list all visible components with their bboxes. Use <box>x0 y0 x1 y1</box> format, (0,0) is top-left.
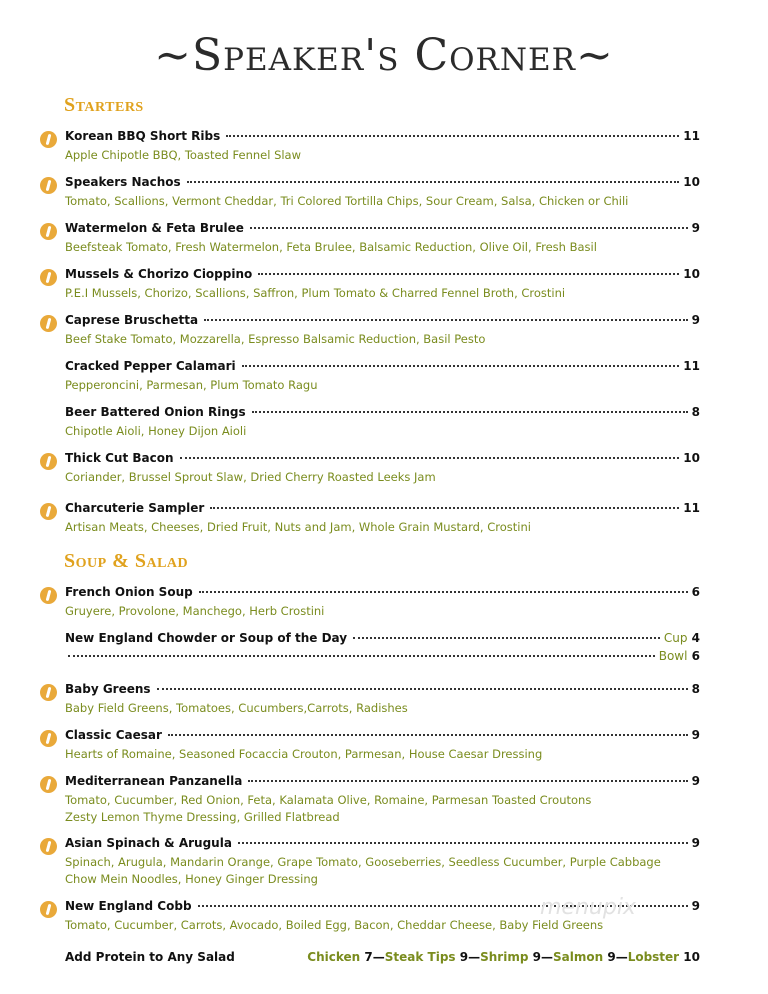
item-price: 9 <box>691 774 700 788</box>
protein-label: Add Protein to Any Salad <box>65 950 235 964</box>
item-price: 10 <box>683 267 700 281</box>
menu-item <box>40 585 700 620</box>
item-name: New England Chowder or Soup of the Day <box>65 631 348 645</box>
item-description-line2: Zesty Lemon Thyme Dressing, Grilled Flatbread <box>65 810 340 824</box>
leader-dots <box>250 227 688 229</box>
menu-item <box>40 221 700 256</box>
item-description: Beefsteak Tomato, Fresh Watermelon, Feta Brulee, Balsamic Reduction, Olive Oil, Fresh Basil <box>65 240 597 254</box>
protein-option-name: Lobster <box>627 950 680 964</box>
gluten-free-icon <box>40 131 57 148</box>
leader-dots <box>242 365 680 367</box>
item-price: 11 <box>683 501 700 515</box>
leader-dots <box>68 655 655 657</box>
item-price: 8 <box>691 405 700 419</box>
menu-item <box>40 313 700 348</box>
menu-item <box>40 129 700 164</box>
menu-item <box>40 175 700 210</box>
gluten-free-icon <box>40 503 57 520</box>
item-name: Caprese Bruschetta <box>65 313 199 327</box>
item-name: Charcuterie Sampler <box>65 501 205 515</box>
separator: — <box>615 950 628 964</box>
menu-item <box>40 774 700 826</box>
gluten-free-icon <box>40 269 57 286</box>
item-name: Classic Caesar <box>65 728 162 742</box>
item-name: Beer Battered Onion Rings <box>65 405 246 419</box>
item-description: Baby Field Greens, Tomatoes, Cucumbers,Carrots, Radishes <box>65 701 408 715</box>
item-description: Coriander, Brussel Sprout Slaw, Dried Cherry Roasted Leeks Jam <box>65 470 436 484</box>
section-heading-starters: Starters <box>64 94 144 116</box>
menu-item <box>40 836 700 888</box>
leader-dots <box>252 411 688 413</box>
item-description: Beef Stake Tomato, Mozzarella, Espresso Balsamic Reduction, Basil Pesto <box>65 332 486 346</box>
leader-dots <box>180 457 680 459</box>
item-name: Watermelon & Feta Brulee <box>65 221 244 235</box>
leader-dots <box>248 780 687 782</box>
gluten-free-icon <box>40 776 57 793</box>
protein-option-price: 9 <box>532 950 541 964</box>
section-heading-soup-salad: Soup & Salad <box>64 550 189 572</box>
protein-option-price: 10 <box>683 950 700 964</box>
item-price: 6 <box>691 585 700 599</box>
protein-option-name: Steak Tips <box>384 950 456 964</box>
item-description: Tomato, Cucumber, Carrots, Avocado, Boiled Egg, Bacon, Cheddar Cheese, Baby Field Greens <box>65 918 604 932</box>
item-description: Hearts of Romaine, Seasoned Focaccia Crouton, Parmesan, House Caesar Dressing <box>65 747 543 761</box>
item-price: 9 <box>691 313 700 327</box>
item-description: Chipotle Aioli, Honey Dijon Aioli <box>65 424 247 438</box>
item-name: New England Cobb <box>65 899 192 913</box>
protein-option-name: Chicken <box>307 950 361 964</box>
bowl-price: 6 <box>691 649 700 663</box>
item-price: 9 <box>691 836 700 850</box>
separator: — <box>372 950 385 964</box>
protein-option-name: Salmon <box>552 950 604 964</box>
leader-dots <box>157 688 688 690</box>
watermark: menupix <box>540 895 636 920</box>
item-name: Thick Cut Bacon <box>65 451 174 465</box>
menu-title: ~Speaker's Corner~ <box>154 30 614 81</box>
leader-dots <box>258 273 679 275</box>
leader-dots <box>353 637 660 639</box>
cup-label: Cup <box>663 631 688 645</box>
item-price: 9 <box>691 899 700 913</box>
gluten-free-icon <box>40 177 57 194</box>
menu-item <box>40 501 700 536</box>
gluten-free-icon <box>40 587 57 604</box>
protein-option-price: 9 <box>459 950 469 964</box>
gluten-free-icon <box>40 838 57 855</box>
item-description: Tomato, Scallions, Vermont Cheddar, Tri Colored Tortilla Chips, Sour Cream, Salsa, Chicken or Chili <box>65 194 629 208</box>
item-description-line2: Chow Mein Noodles, Honey Ginger Dressing <box>65 872 318 886</box>
item-description: P.E.I Mussels, Chorizo, Scallions, Saffron, Plum Tomato & Charred Fennel Broth, Crostini <box>65 286 566 300</box>
menu-item <box>40 631 700 667</box>
gluten-free-icon <box>40 453 57 470</box>
leader-dots <box>168 734 688 736</box>
protein-option-price: 9 <box>607 950 616 964</box>
gluten-free-icon <box>40 684 57 701</box>
item-description: Gruyere, Provolone, Manchego, Herb Crostini <box>65 604 325 618</box>
item-description: Apple Chipotle BBQ, Toasted Fennel Slaw <box>65 148 302 162</box>
separator: — <box>540 950 553 964</box>
protein-option-name: Shrimp <box>480 950 529 964</box>
menu-item <box>40 359 700 394</box>
item-price: 11 <box>683 129 700 143</box>
leader-dots <box>187 181 680 183</box>
menu-item <box>40 728 700 763</box>
item-price: 8 <box>691 682 700 696</box>
item-price: 10 <box>683 451 700 465</box>
separator: — <box>468 950 481 964</box>
protein-option-price: 7 <box>364 950 373 964</box>
item-description: Pepperoncini, Parmesan, Plum Tomato Ragu <box>65 378 318 392</box>
item-price: 9 <box>691 221 700 235</box>
leader-dots <box>210 507 679 509</box>
gluten-free-icon <box>40 315 57 332</box>
menu-item <box>40 405 700 440</box>
item-price: 10 <box>683 175 700 189</box>
item-price: 11 <box>683 359 700 373</box>
item-name: Cracked Pepper Calamari <box>65 359 236 373</box>
menu-item <box>40 267 700 302</box>
item-name: Speakers Nachos <box>65 175 181 189</box>
menu-item <box>40 682 700 717</box>
gluten-free-icon <box>40 901 57 918</box>
protein-options <box>307 950 700 964</box>
bowl-label: Bowl <box>658 649 688 663</box>
item-price: 9 <box>691 728 700 742</box>
item-description: Spinach, Arugula, Mandarin Orange, Grape Tomato, Gooseberries, Seedless Cucumber, Purple Cabbage <box>65 855 661 869</box>
item-description: Tomato, Cucumber, Red Onion, Feta, Kalamata Olive, Romaine, Parmesan Toasted Croutons <box>65 793 592 807</box>
item-name: Mediterranean Panzanella <box>65 774 243 788</box>
protein-addon <box>40 950 700 968</box>
menu-item <box>40 451 700 486</box>
item-name: French Onion Soup <box>65 585 193 599</box>
gluten-free-icon <box>40 730 57 747</box>
leader-dots <box>199 591 688 593</box>
leader-dots <box>204 319 688 321</box>
item-name: Asian Spinach & Arugula <box>65 836 232 850</box>
gluten-free-icon <box>40 223 57 240</box>
leader-dots <box>226 135 679 137</box>
item-name: Baby Greens <box>65 682 151 696</box>
item-description: Artisan Meats, Cheeses, Dried Fruit, Nuts and Jam, Whole Grain Mustard, Crostini <box>65 520 531 534</box>
cup-price: 4 <box>691 631 700 645</box>
item-name: Korean BBQ Short Ribs <box>65 129 221 143</box>
item-name: Mussels & Chorizo Cioppino <box>65 267 253 281</box>
leader-dots <box>238 842 688 844</box>
